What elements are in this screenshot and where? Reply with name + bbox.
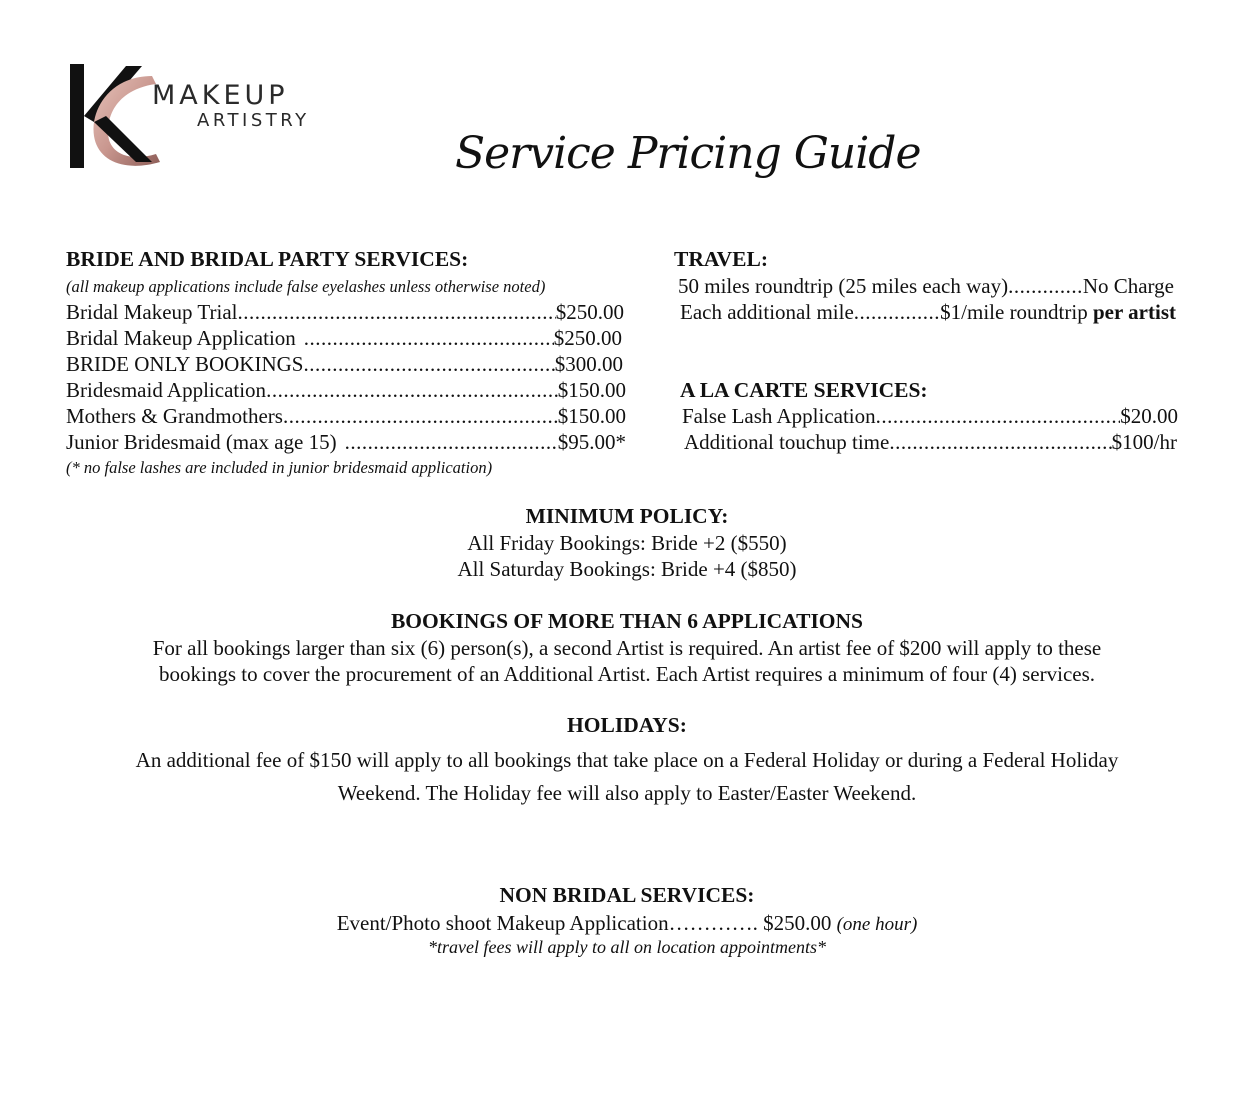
- holidays-heading: HOLIDAYS:: [567, 713, 687, 737]
- bridal-item: [66, 300, 624, 325]
- item-label: Junior Bridesmaid (max age 15): [66, 430, 337, 454]
- item-price: $20.00: [1120, 404, 1178, 428]
- item-price: $1/mile roundtrip: [940, 300, 1088, 324]
- large-bookings-line: For all bookings larger than six (6) person(s), a second Artist is required. An artist fee of $200 will apply to these: [152, 636, 1102, 660]
- holidays-line: An additional fee of $150 will apply to all bookings that take place on a Federal Holiday or during a Federal Holiday: [135, 748, 1119, 772]
- item-price: $150.00: [557, 378, 626, 402]
- item-price: $250.00: [763, 911, 832, 935]
- brand-logo-mark: [64, 58, 174, 178]
- bridal-item: [66, 326, 622, 351]
- item-label: Event/Photo shoot Makeup Application: [336, 911, 669, 935]
- item-label: Bridal Makeup Application: [66, 326, 296, 350]
- item-label: False Lash Application: [682, 404, 876, 428]
- brand-name-makeup: MAKEUP: [152, 80, 289, 111]
- a-la-carte-item: [684, 430, 1177, 455]
- a-la-carte-item: [682, 404, 1178, 429]
- minimum-policy-line: All Saturday Bookings: Bride +4 ($850): [457, 557, 797, 581]
- item-label: Bridesmaid Application: [66, 378, 267, 402]
- bridal-item: [66, 430, 626, 455]
- bridal-item: [66, 378, 626, 403]
- item-price: No Charge: [1082, 274, 1174, 298]
- non-bridal-heading: NON BRIDAL SERVICES:: [499, 883, 755, 907]
- holidays-line: Weekend. The Holiday fee will also apply to Easter/Easter Weekend.: [337, 781, 917, 805]
- bridal-heading: BRIDE AND BRIDAL PARTY SERVICES:: [66, 247, 469, 271]
- travel-item: [680, 300, 1176, 325]
- bridal-note: (all makeup applications include false eyelashes unless otherwise noted): [66, 277, 546, 296]
- large-bookings-line: bookings to cover the procurement of an Additional Artist. Each Artist requires a minimum of four (4) services.: [158, 662, 1096, 686]
- bridal-item: [66, 352, 623, 377]
- item-price: $300.00: [554, 352, 623, 376]
- a-la-carte-heading: A LA CARTE SERVICES:: [680, 378, 928, 402]
- item-price: $150.00: [557, 404, 626, 428]
- item-label: Mothers & Grandmothers: [66, 404, 283, 428]
- minimum-policy-heading: MINIMUM POLICY:: [525, 504, 729, 528]
- large-bookings-heading: BOOKINGS OF MORE THAN 6 APPLICATIONS: [390, 609, 864, 633]
- bridal-item: [66, 404, 626, 429]
- item-price: $250.00: [553, 326, 622, 350]
- brand-name-artistry: ARTISTRY: [197, 110, 310, 131]
- item-label: Bridal Makeup Trial: [66, 300, 238, 324]
- bridal-footnote: (* no false lashes are included in junior bridesmaid application): [66, 458, 493, 477]
- item-label: BRIDE ONLY BOOKINGS: [66, 352, 304, 376]
- non-bridal-item: [0, 911, 1254, 936]
- travel-heading: TRAVEL:: [674, 247, 768, 271]
- item-leader: ………….: [668, 911, 764, 935]
- item-price: $250.00: [555, 300, 624, 324]
- page-title: Service Pricing Guide: [455, 128, 921, 179]
- item-emphasis: per artist: [1092, 300, 1176, 324]
- item-label: Additional touchup time: [684, 430, 890, 454]
- item-price: $100/hr: [1111, 430, 1177, 454]
- minimum-policy-line: All Friday Bookings: Bride +2 ($550): [467, 531, 787, 555]
- item-duration-note: (one hour): [836, 914, 918, 935]
- item-price: $95.00*: [557, 430, 626, 454]
- item-label: Each additional mile: [680, 300, 854, 324]
- item-label: 50 miles roundtrip (25 miles each way): [678, 274, 1009, 298]
- non-bridal-footnote: *travel fees will apply to all on location appointments*: [428, 937, 826, 957]
- travel-item: [678, 274, 1174, 299]
